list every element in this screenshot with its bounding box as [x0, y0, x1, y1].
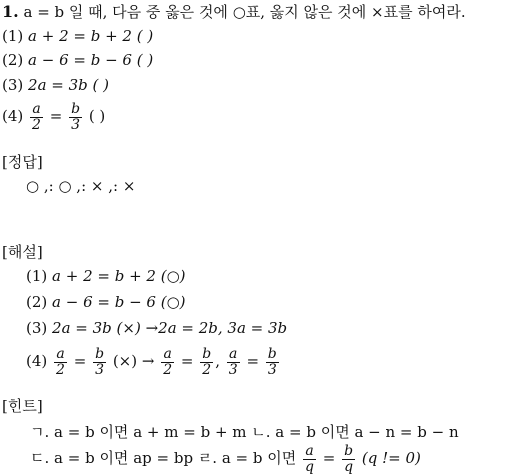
- explanation-item-1: [26, 264, 186, 288]
- item-expression: a + 2 = b + 2 ( ): [28, 27, 154, 45]
- item-label: (3): [2, 76, 24, 94]
- item-label: (1): [2, 27, 24, 45]
- hint-condition: (q != 0): [361, 449, 421, 467]
- problem-stem-text: a = b 일 때, 다음 중 옳은 것에 ○표, 옳지 않은 것에 ×표를 하여라.: [23, 3, 466, 21]
- fraction: $\frac{b}{q}$: [344, 442, 354, 475]
- item-expression: a + 2 = b + 2 (○): [52, 267, 186, 285]
- fraction: $\frac{b}{3}$: [71, 100, 81, 133]
- answer-heading: [정답]: [2, 153, 43, 171]
- hint-text: ㄷ. a = b 이면 ap = bp ㄹ. a = b 이면: [30, 449, 297, 467]
- item-label: (4): [2, 107, 24, 125]
- problem-item-2: [2, 48, 153, 72]
- item-label: (3): [26, 319, 48, 337]
- fraction: $\frac{b}{2}$: [202, 345, 212, 378]
- item-expression: a − 6 = b − 6 ( ): [28, 51, 154, 69]
- item-blank: ( ): [88, 107, 106, 125]
- fraction: $\frac{a}{2}$: [163, 345, 173, 378]
- item-expression: a − 6 = b − 6 (○): [52, 293, 186, 311]
- item-expression: 2a = 3b ( ): [28, 76, 110, 94]
- problem-item-4: (4) $\frac{a}{2}$ = $\frac{b}{3}$ ( ): [2, 100, 106, 133]
- item-label: (4): [26, 352, 48, 370]
- explanation-item-3: [26, 316, 287, 340]
- explanation-heading: [해설]: [2, 243, 43, 261]
- fraction: $\frac{a}{2}$: [32, 100, 41, 133]
- separator: ,: [215, 352, 220, 370]
- item-label: (1): [26, 267, 48, 285]
- item-label: (2): [26, 293, 48, 311]
- problem-stem: [2, 0, 466, 24]
- problem-item-3: [2, 73, 109, 97]
- explanation-item-4: (4) $\frac{a}{2}$ = $\frac{b}{3}$ (×) → $\frac{a}{2}$ = $\frac{b}{2}$ , $\frac{a}{3}$ = $\frac{b}{3}$: [26, 345, 277, 378]
- problem-number: 1.: [2, 2, 19, 21]
- hint-heading: [힌트]: [2, 397, 43, 415]
- explanation-item-2: [26, 290, 186, 314]
- fraction: $\frac{a}{q}$: [305, 442, 314, 475]
- hint-line-2: ㄷ. a = b 이면 ap = bp ㄹ. a = b 이면 $\frac{a}{q}$ = $\frac{b}{q}$ (q != 0): [30, 442, 421, 475]
- item-label: (2): [2, 51, 24, 69]
- fraction: $\frac{a}{3}$: [228, 345, 238, 378]
- item-expression: 2a = 3b (×) →2a = 2b, 3a = 3b: [52, 319, 288, 337]
- answer-text: ○ ,: ○ ,: × ,: ×: [26, 177, 136, 195]
- fraction: $\frac{b}{3}$: [95, 345, 105, 378]
- fraction: $\frac{a}{2}$: [56, 345, 65, 378]
- item-mark: (×) →: [112, 352, 155, 370]
- problem-item-1: [2, 24, 153, 48]
- fraction: $\frac{b}{3}$: [267, 345, 277, 378]
- hint-line-1: ㄱ. a = b 이면 a + m = b + m ㄴ. a = b 이면 a − n = b − n: [30, 423, 459, 441]
